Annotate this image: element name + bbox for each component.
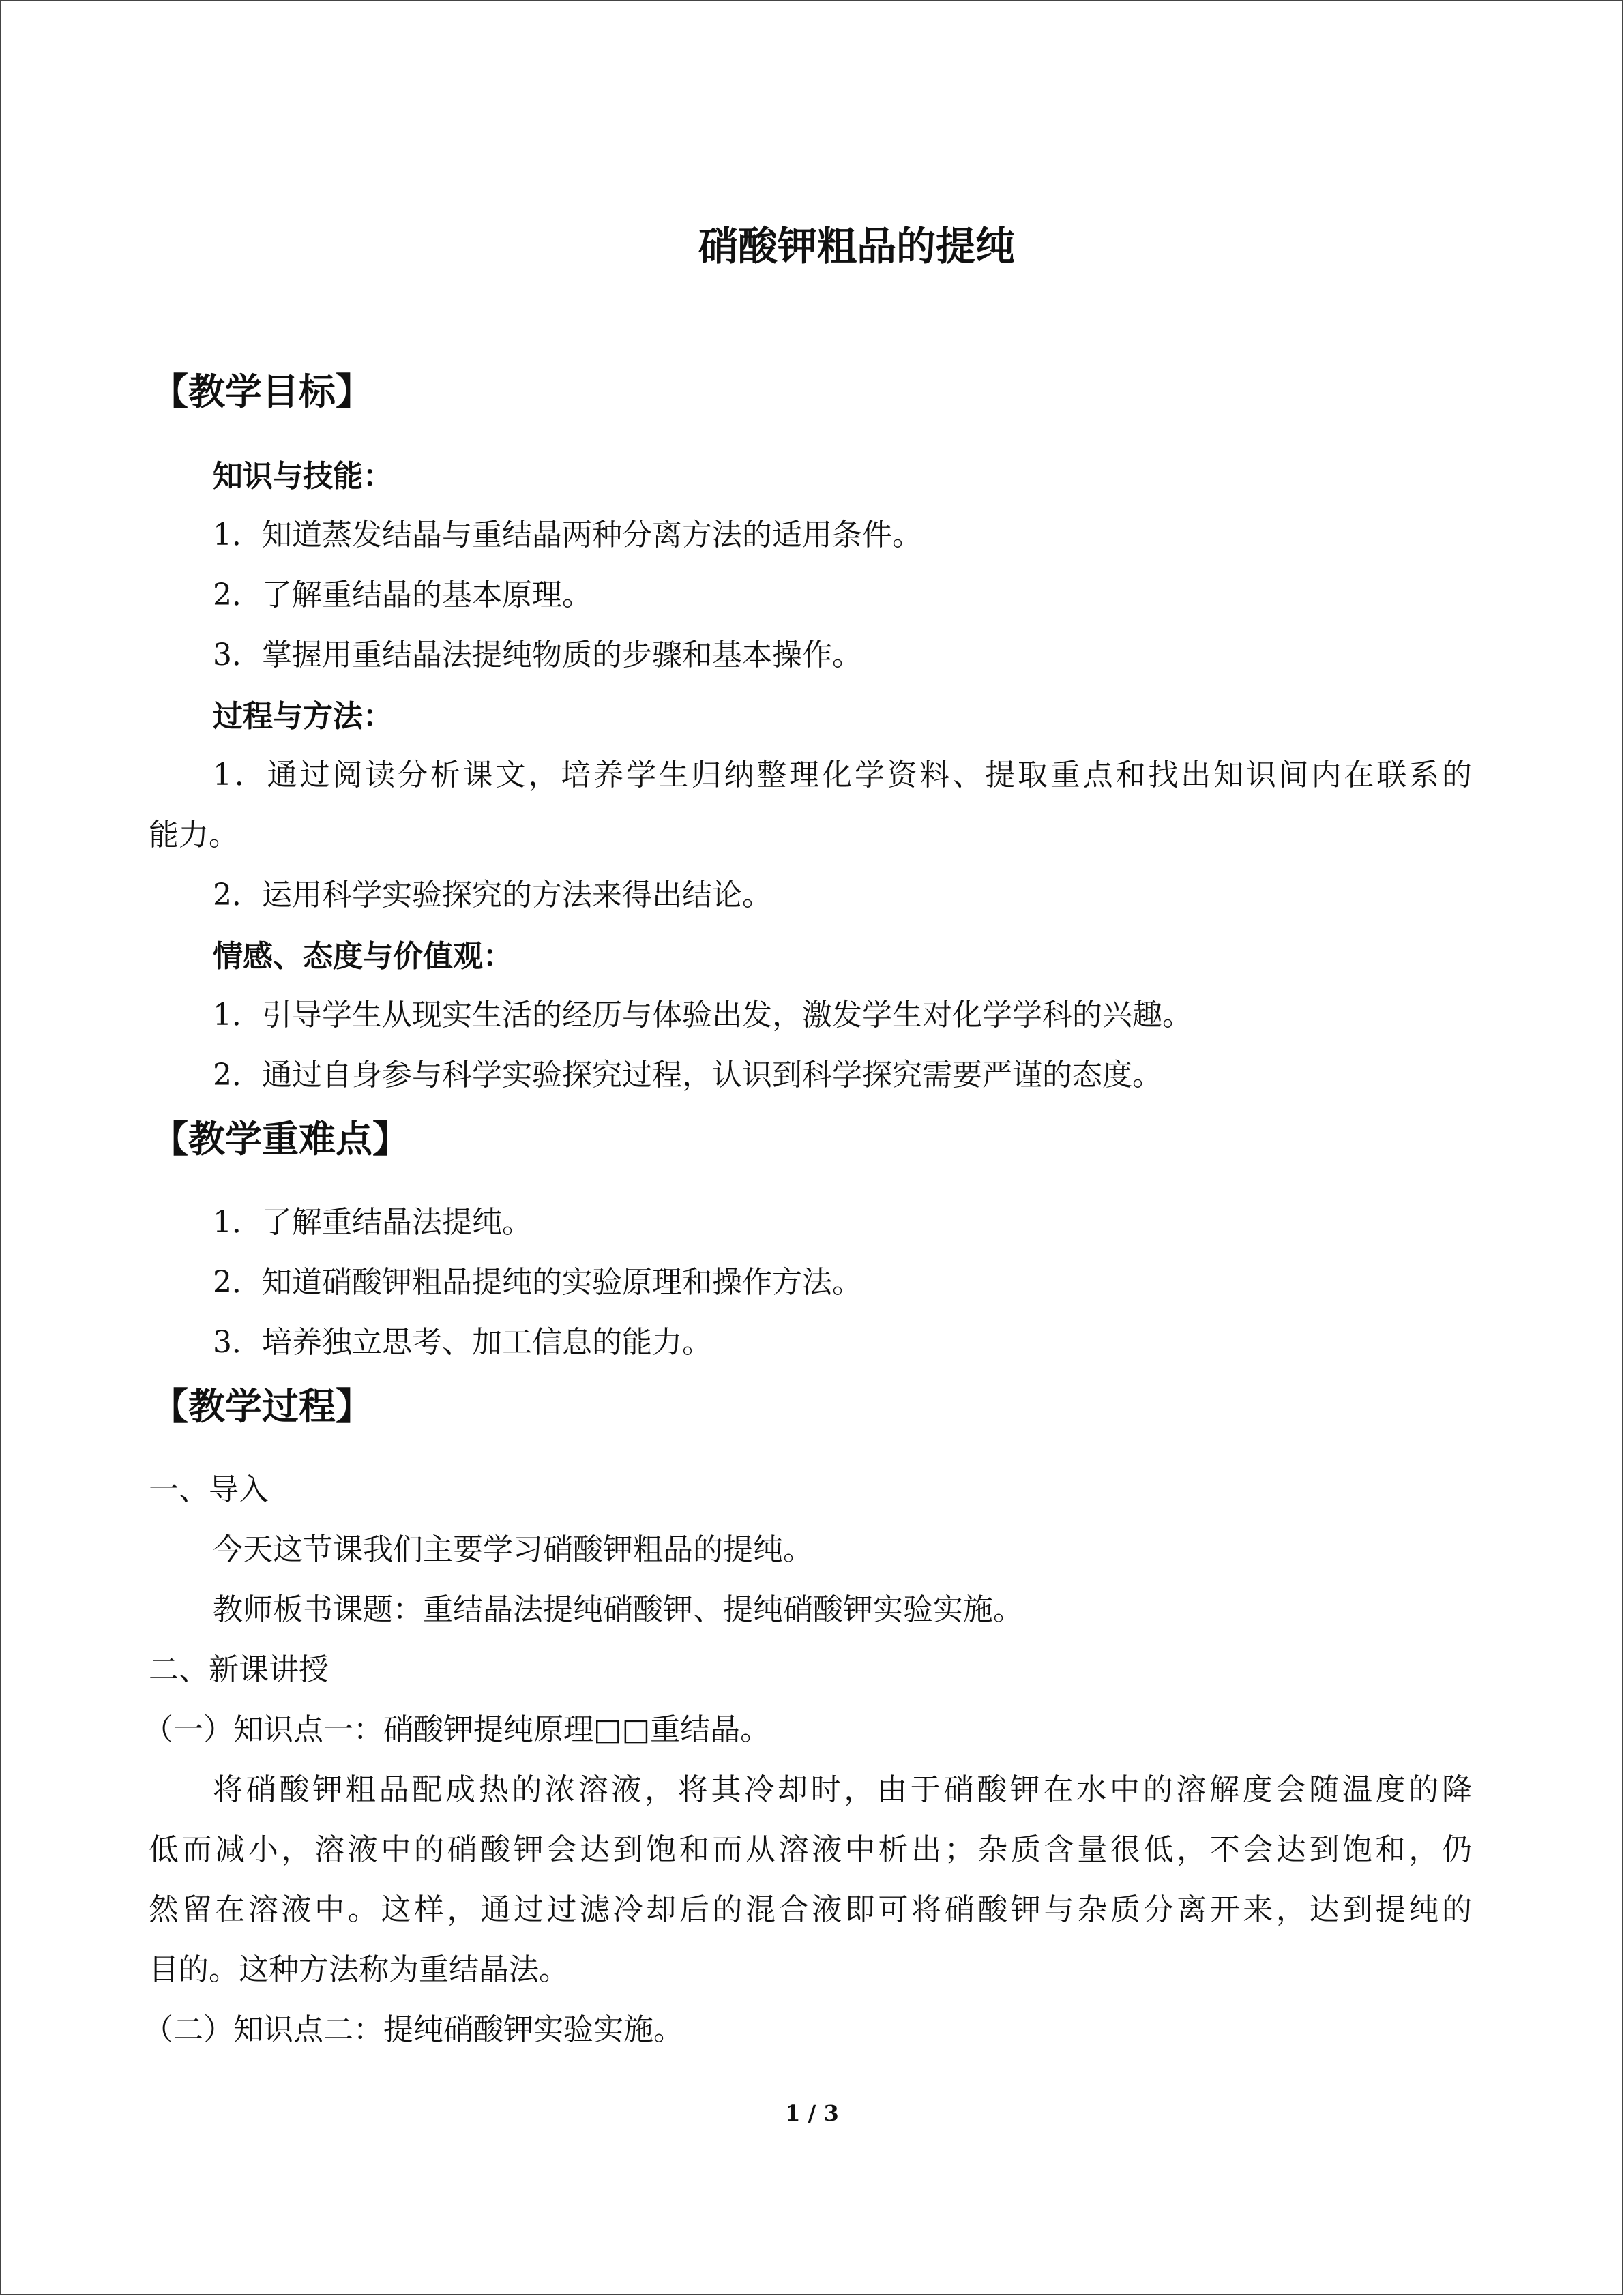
keypoint-item-2: 2．知道硝酸钾粗品提纯的实验原理和操作方法。: [213, 1265, 862, 1300]
document-title: 硝酸钾粗品的提纯: [698, 223, 1015, 269]
intro-line-1: 今天这节课我们主要学习硝酸钾粗品的提纯。: [213, 1532, 813, 1567]
subheading-emotion: 情感、态度与价值观：: [213, 939, 513, 974]
keypoint-item-3: 3．培养独立思考、加工信息的能力。: [213, 1325, 712, 1360]
intro-line-2: 教师板书课题：重结晶法提纯硝酸钾、提纯硝酸钾实验实施。: [213, 1592, 1023, 1627]
process-item-1-line-2: 能力。: [149, 818, 239, 852]
knowledge-item-2: 2．了解重结晶的基本原理。: [213, 578, 592, 612]
knowledge-point-2: （二）知识点二：提纯硝酸钾实验实施。: [143, 2012, 683, 2047]
intro-label: 一、导入: [149, 1472, 269, 1507]
knowledge-item-1: 1．知道蒸发结晶与重结晶两种分离方法的适用条件。: [213, 518, 922, 552]
newlesson-label: 二、新课讲授: [149, 1652, 329, 1687]
subheading-process-method: 过程与方法：: [213, 699, 393, 734]
emotion-item-2: 2．通过自身参与科学实验探究过程，认识到科学探究需要严谨的态度。: [213, 1058, 1162, 1092]
principle-paragraph-line-2: 低而减小，溶液中的硝酸钾会达到饱和而从溶液中析出；杂质含量很低，不会达到饱和，仍: [149, 1832, 1472, 1867]
emotion-item-1: 1．引导学生从现实生活的经历与体验出发，激发学生对化学学科的兴趣。: [213, 998, 1192, 1032]
principle-paragraph-line-1: 将硝酸钾粗品配成热的浓溶液，将其冷却时，由于硝酸钾在水中的溶解度会随温度的降: [213, 1772, 1472, 1807]
principle-paragraph-line-4: 目的。这种方法称为重结晶法。: [149, 1952, 569, 1987]
subheading-knowledge: 知识与技能：: [213, 459, 393, 494]
knowledge-item-3: 3．掌握用重结晶法提纯物质的步骤和基本操作。: [213, 638, 862, 672]
process-item-1-line-1: 1．通过阅读分析课文，培养学生归纳整理化学资料、提取重点和找出知识间内在联系的: [213, 758, 1472, 792]
principle-paragraph-line-3: 然留在溶液中。这样，通过过滤冷却后的混合液即可将硝酸钾与杂质分离开来，达到提纯的: [149, 1892, 1472, 1927]
knowledge-point-1: （一）知识点一：硝酸钾提纯原理□□重结晶。: [143, 1712, 771, 1747]
section-heading-keypoints: 【教学重难点】: [151, 1118, 409, 1161]
process-item-2: 2．运用科学实验探究的方法来得出结论。: [213, 878, 772, 912]
section-heading-objectives: 【教学目标】: [151, 370, 372, 413]
page-number: 1 / 3: [785, 2100, 839, 2126]
section-heading-process: 【教学过程】: [151, 1385, 372, 1428]
keypoint-item-1: 1．了解重结晶法提纯。: [213, 1205, 532, 1240]
